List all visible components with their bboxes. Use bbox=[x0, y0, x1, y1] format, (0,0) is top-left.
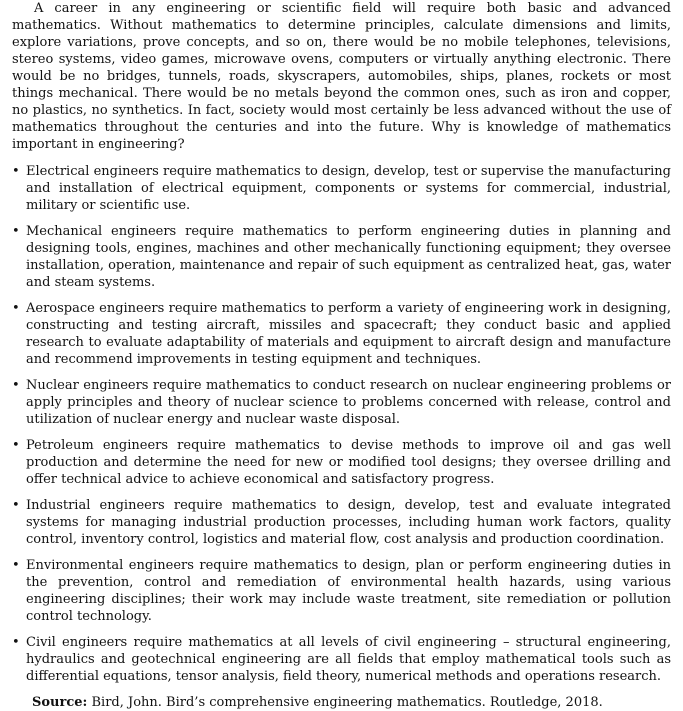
list-item bbox=[12, 634, 671, 685]
bullet-icon: • bbox=[12, 438, 20, 453]
bullet-text: Petroleum engineers require mathematics to devise methods to improve oil and gas well production and determine the need for new or modified tool designs; they oversee drilling and offer technical advice to achieve economical and satisfactory progress. bbox=[26, 438, 671, 487]
bullet-text: Civil engineers require mathematics at all levels of civil engineering – structural engineering, hydraulics and geotechnical engineering are all fields that employ mathematical tools such as differential equations, tensor analysis, field theory, numerical methods and operations research. bbox=[26, 635, 671, 684]
bullet-icon: • bbox=[12, 224, 20, 239]
list-item bbox=[12, 300, 671, 368]
list-item bbox=[12, 437, 671, 488]
list-item bbox=[12, 497, 671, 548]
source-label: Source: bbox=[32, 695, 88, 710]
bullet-icon: • bbox=[12, 558, 20, 573]
bullet-text: Industrial engineers require mathematics to design, develop, test and evaluate integrated systems for managing industrial production processes, including human work factors, quality control, inventory control, logistics and material flow, cost analysis and production coordination. bbox=[26, 498, 671, 547]
bullet-text: Electrical engineers require mathematics to design, develop, test or supervise the manufacturing and installation of electrical equipment, components or systems for commercial, industrial, military or scientific use. bbox=[26, 164, 671, 213]
list-item bbox=[12, 163, 671, 214]
intro-paragraph: A career in any engineering or scientific field will require both basic and advanced mathematics. Without mathematics to determine principles, calculate dimensions and limits, explore variations, prove concepts, and so on, there would be no mobile telephones, televisions, stereo systems, video games, microwave ovens, computers or virtually anything electronic. There would be no bridges, tunnels, roads, skyscrapers, automobiles, ships, planes, rockets or most things mechanical. There would be no metals beyond the common ones, such as iron and copper, no plastics, no synthetics. In fact, society would most certainly be less advanced without the use of mathematics throughout the centuries and into the future. Why is knowledge of mathematics important in engineering? bbox=[12, 1, 671, 152]
source-text: Bird, John. Bird’s comprehensive engineering mathematics. Routledge, 2018. bbox=[91, 695, 603, 710]
bullet-text: Environmental engineers require mathematics to design, plan or perform engineering duties in the prevention, control and remediation of environmental health hazards, using various engineering disciplines; their work may include waste treatment, site remediation or pollution control technology. bbox=[26, 558, 671, 624]
source-citation bbox=[32, 694, 671, 711]
bullet-text: Mechanical engineers require mathematics to perform engineering duties in planning and designing tools, engines, machines and other mechanically functioning equipment; they oversee installation, operation, maintenance and repair of such equipment as centralized heat, gas, water and steam systems. bbox=[26, 224, 671, 290]
bullet-icon: • bbox=[12, 378, 20, 393]
bullet-list bbox=[12, 163, 671, 685]
bullet-icon: • bbox=[12, 164, 20, 179]
bullet-text: Nuclear engineers require mathematics to conduct research on nuclear engineering problems or apply principles and theory of nuclear science to problems concerned with release, control and utilization of nuclear energy and nuclear waste disposal. bbox=[26, 378, 671, 427]
bullet-text: Aerospace engineers require mathematics to perform a variety of engineering work in designing, constructing and testing aircraft, missiles and spacecraft; they conduct basic and applied research to evaluate adaptability of materials and equipment to aircraft design and manufacture and recommend improvements in testing equipment and techniques. bbox=[26, 301, 671, 367]
list-item bbox=[12, 557, 671, 625]
list-item bbox=[12, 377, 671, 428]
bullet-icon: • bbox=[12, 498, 20, 513]
bullet-icon: • bbox=[12, 301, 20, 316]
bullet-icon: • bbox=[12, 635, 20, 650]
list-item bbox=[12, 223, 671, 291]
